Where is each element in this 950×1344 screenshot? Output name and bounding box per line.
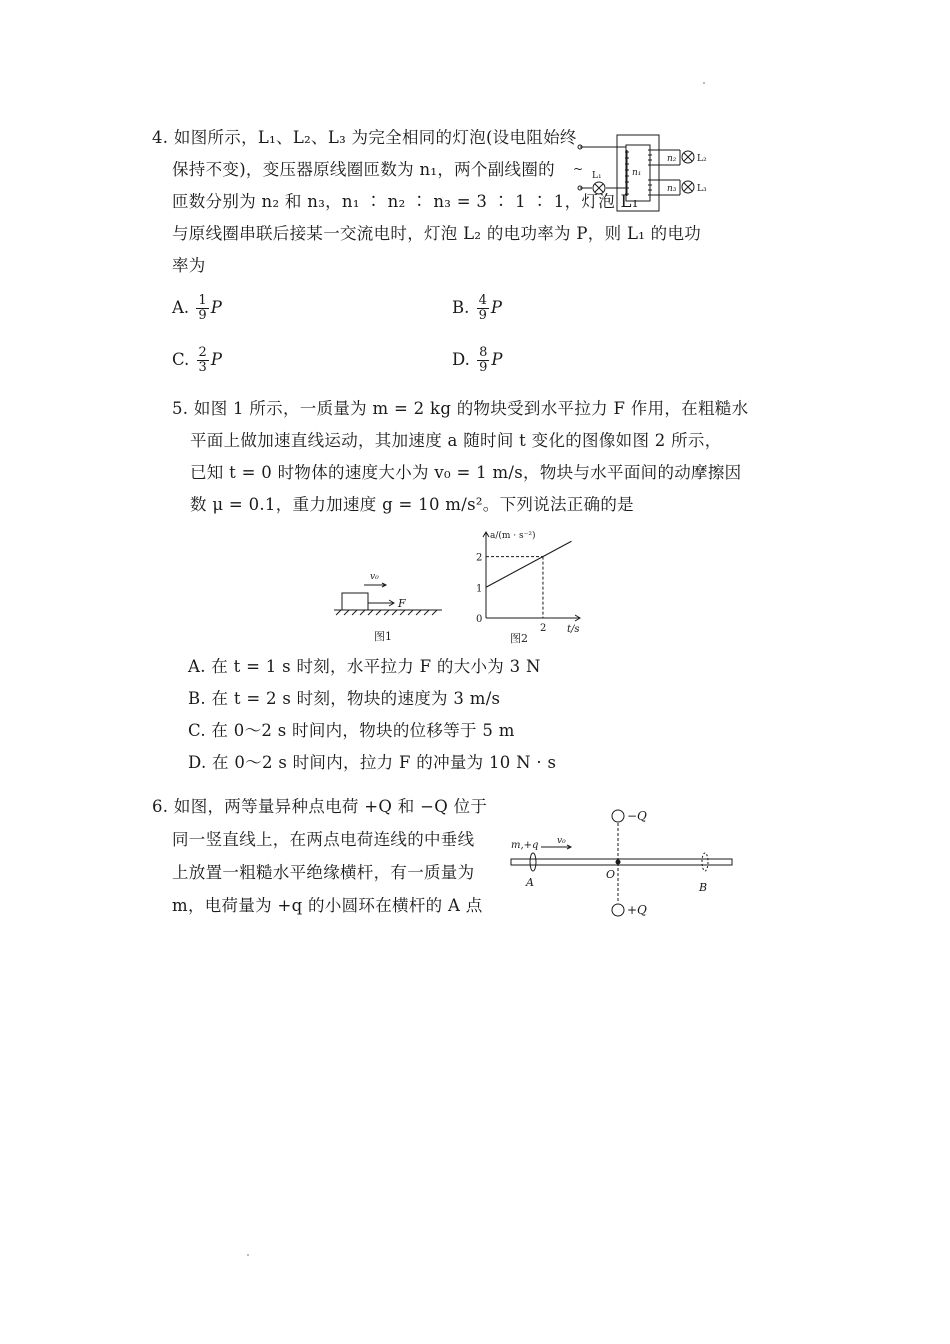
figure-1-block — [330, 566, 450, 646]
q6-line-4: m，电荷量为 +q 的小圆环在横杆的 A 点 — [172, 896, 483, 915]
q4-option-d-label: D. — [452, 350, 470, 369]
ac-source-symbol: ~ — [573, 162, 584, 176]
q4-option-a-label: A. — [172, 298, 190, 317]
label-O: O — [606, 868, 616, 881]
q5-line-1: 5. 如图 1 所示，一质量为 m = 2 kg 的物块受到水平拉力 F 作用，在粗糙水 — [172, 399, 749, 418]
fraction-denominator: 9 — [479, 360, 488, 375]
y-tick-label-0: 0 — [476, 614, 483, 625]
q4-option-c-fraction — [197, 346, 209, 375]
label-positive-charge: +Q — [627, 903, 647, 917]
negative-charge — [612, 810, 624, 822]
q4-line-3: 匝数分别为 n₂ 和 n₃，n₁ ∶ n₂ ∶ n₃ = 3 ∶ 1 ∶ 1，灯泡 L₁ — [172, 192, 639, 211]
label-L3: L₃ — [697, 184, 707, 194]
q5-line-2: 平面上做加速直线运动，其加速度 a 随时间 t 变化的图像如图 2 所示， — [190, 431, 722, 450]
block — [342, 593, 368, 610]
label-v0: v₀ — [557, 836, 566, 846]
fraction-numerator: 1 — [198, 293, 207, 308]
q5-option-b[interactable]: B. 在 t = 2 s 时刻，物块的速度为 3 m/s — [188, 689, 501, 708]
fraction-denominator: 9 — [478, 308, 487, 323]
label-A: A — [526, 876, 534, 889]
q4-line-5: 率为 — [172, 256, 206, 275]
y-tick-label-2: 2 — [476, 552, 483, 564]
q4-line-2: 保持不变)，变压器原线圈匝数为 n₁，两个副线圈的 — [172, 160, 555, 179]
scan-speck — [247, 1254, 249, 1256]
ground-hatching — [336, 610, 437, 615]
q4-option-a[interactable] — [172, 294, 222, 323]
q5-line-3: 已知 t = 0 时物体的速度大小为 v₀ = 1 m/s，物块与水平面间的动摩擦因 — [190, 463, 742, 482]
positive-charge — [612, 904, 624, 916]
q5-option-d[interactable]: D. 在 0～2 s 时间内，拉力 F 的冲量为 10 N · s — [188, 753, 557, 772]
q4-option-d[interactable] — [452, 346, 503, 375]
fraction-denominator: 9 — [198, 308, 207, 323]
q5-option-c[interactable]: C. 在 0～2 s 时间内，物块的位移等于 5 m — [188, 721, 515, 740]
q4-option-d-unit: P — [491, 350, 503, 369]
figure-1-caption: 图1 — [374, 630, 392, 643]
label-n2: n₂ — [667, 154, 677, 164]
q4-option-c-label: C. — [172, 350, 190, 369]
figure-2-chart — [470, 526, 600, 650]
transformer-circuit-diagram — [570, 128, 720, 218]
ring-at-A — [530, 853, 536, 871]
y-axis-label: a/(m · s⁻²) — [490, 531, 536, 541]
q4-line-1: 4. 如图所示，L₁、L₂、L₃ 为完全相同的灯泡(设电阻始终 — [152, 128, 577, 147]
q4-option-c[interactable] — [172, 346, 222, 375]
q4-option-b-fraction — [477, 294, 489, 323]
x-axis-label: t/s — [567, 624, 580, 635]
figure-2-caption: 图2 — [510, 632, 528, 645]
q4-option-a-unit: P — [210, 298, 222, 317]
scan-speck — [703, 82, 705, 84]
lamp-L2-cross — [684, 153, 692, 161]
y-tick-label-1: 1 — [476, 583, 483, 595]
horizontal-rod — [511, 859, 732, 865]
ring-at-B — [702, 853, 708, 871]
q4-option-b-unit: P — [490, 298, 503, 317]
label-n3: n₃ — [667, 184, 677, 194]
lamp-L1-cross — [595, 184, 603, 192]
fraction-numerator: 4 — [478, 293, 487, 308]
label-ring: m,+q — [511, 840, 539, 851]
q6-line-1: 6. 如图，两等量异种点电荷 +Q 和 −Q 位于 — [152, 797, 488, 816]
fraction-denominator: 3 — [198, 360, 207, 375]
fraction-numerator: 8 — [479, 345, 488, 360]
label-F: F — [398, 597, 406, 610]
charges-rod-diagram — [505, 800, 740, 925]
q6-line-3: 上放置一粗糙水平绝缘横杆，有一质量为 — [172, 863, 475, 882]
q4-option-b[interactable] — [452, 294, 502, 323]
x-tick-label-2: 2 — [539, 623, 547, 634]
q5-option-a[interactable]: A. 在 t = 1 s 时刻，水平拉力 F 的大小为 3 N — [188, 657, 541, 676]
label-L1: L₁ — [592, 171, 602, 181]
q5-line-4: 数 μ = 0.1，重力加速度 g = 10 m/s²。下列说法正确的是 — [190, 495, 634, 514]
point-O — [616, 860, 621, 865]
q4-line-4: 与原线圈串联后接某一交流电时，灯泡 L₂ 的电功率为 P，则 L₁ 的电功 — [172, 224, 702, 243]
fraction-numerator: 2 — [198, 345, 207, 360]
label-v0: v₀ — [370, 572, 379, 582]
lamp-L3-cross — [684, 183, 692, 191]
q6-line-2: 同一竖直线上，在两点电荷连线的中垂线 — [172, 830, 475, 849]
label-L2: L₂ — [697, 154, 707, 164]
q4-option-c-unit: P — [210, 350, 222, 369]
q4-option-b-label: B. — [452, 298, 470, 317]
acceleration-line — [486, 541, 571, 587]
q4-option-d-fraction — [477, 346, 489, 375]
q4-option-a-fraction — [196, 294, 208, 323]
label-B: B — [699, 881, 708, 894]
label-n1: n₁ — [632, 168, 642, 178]
label-negative-charge: −Q — [627, 809, 647, 823]
